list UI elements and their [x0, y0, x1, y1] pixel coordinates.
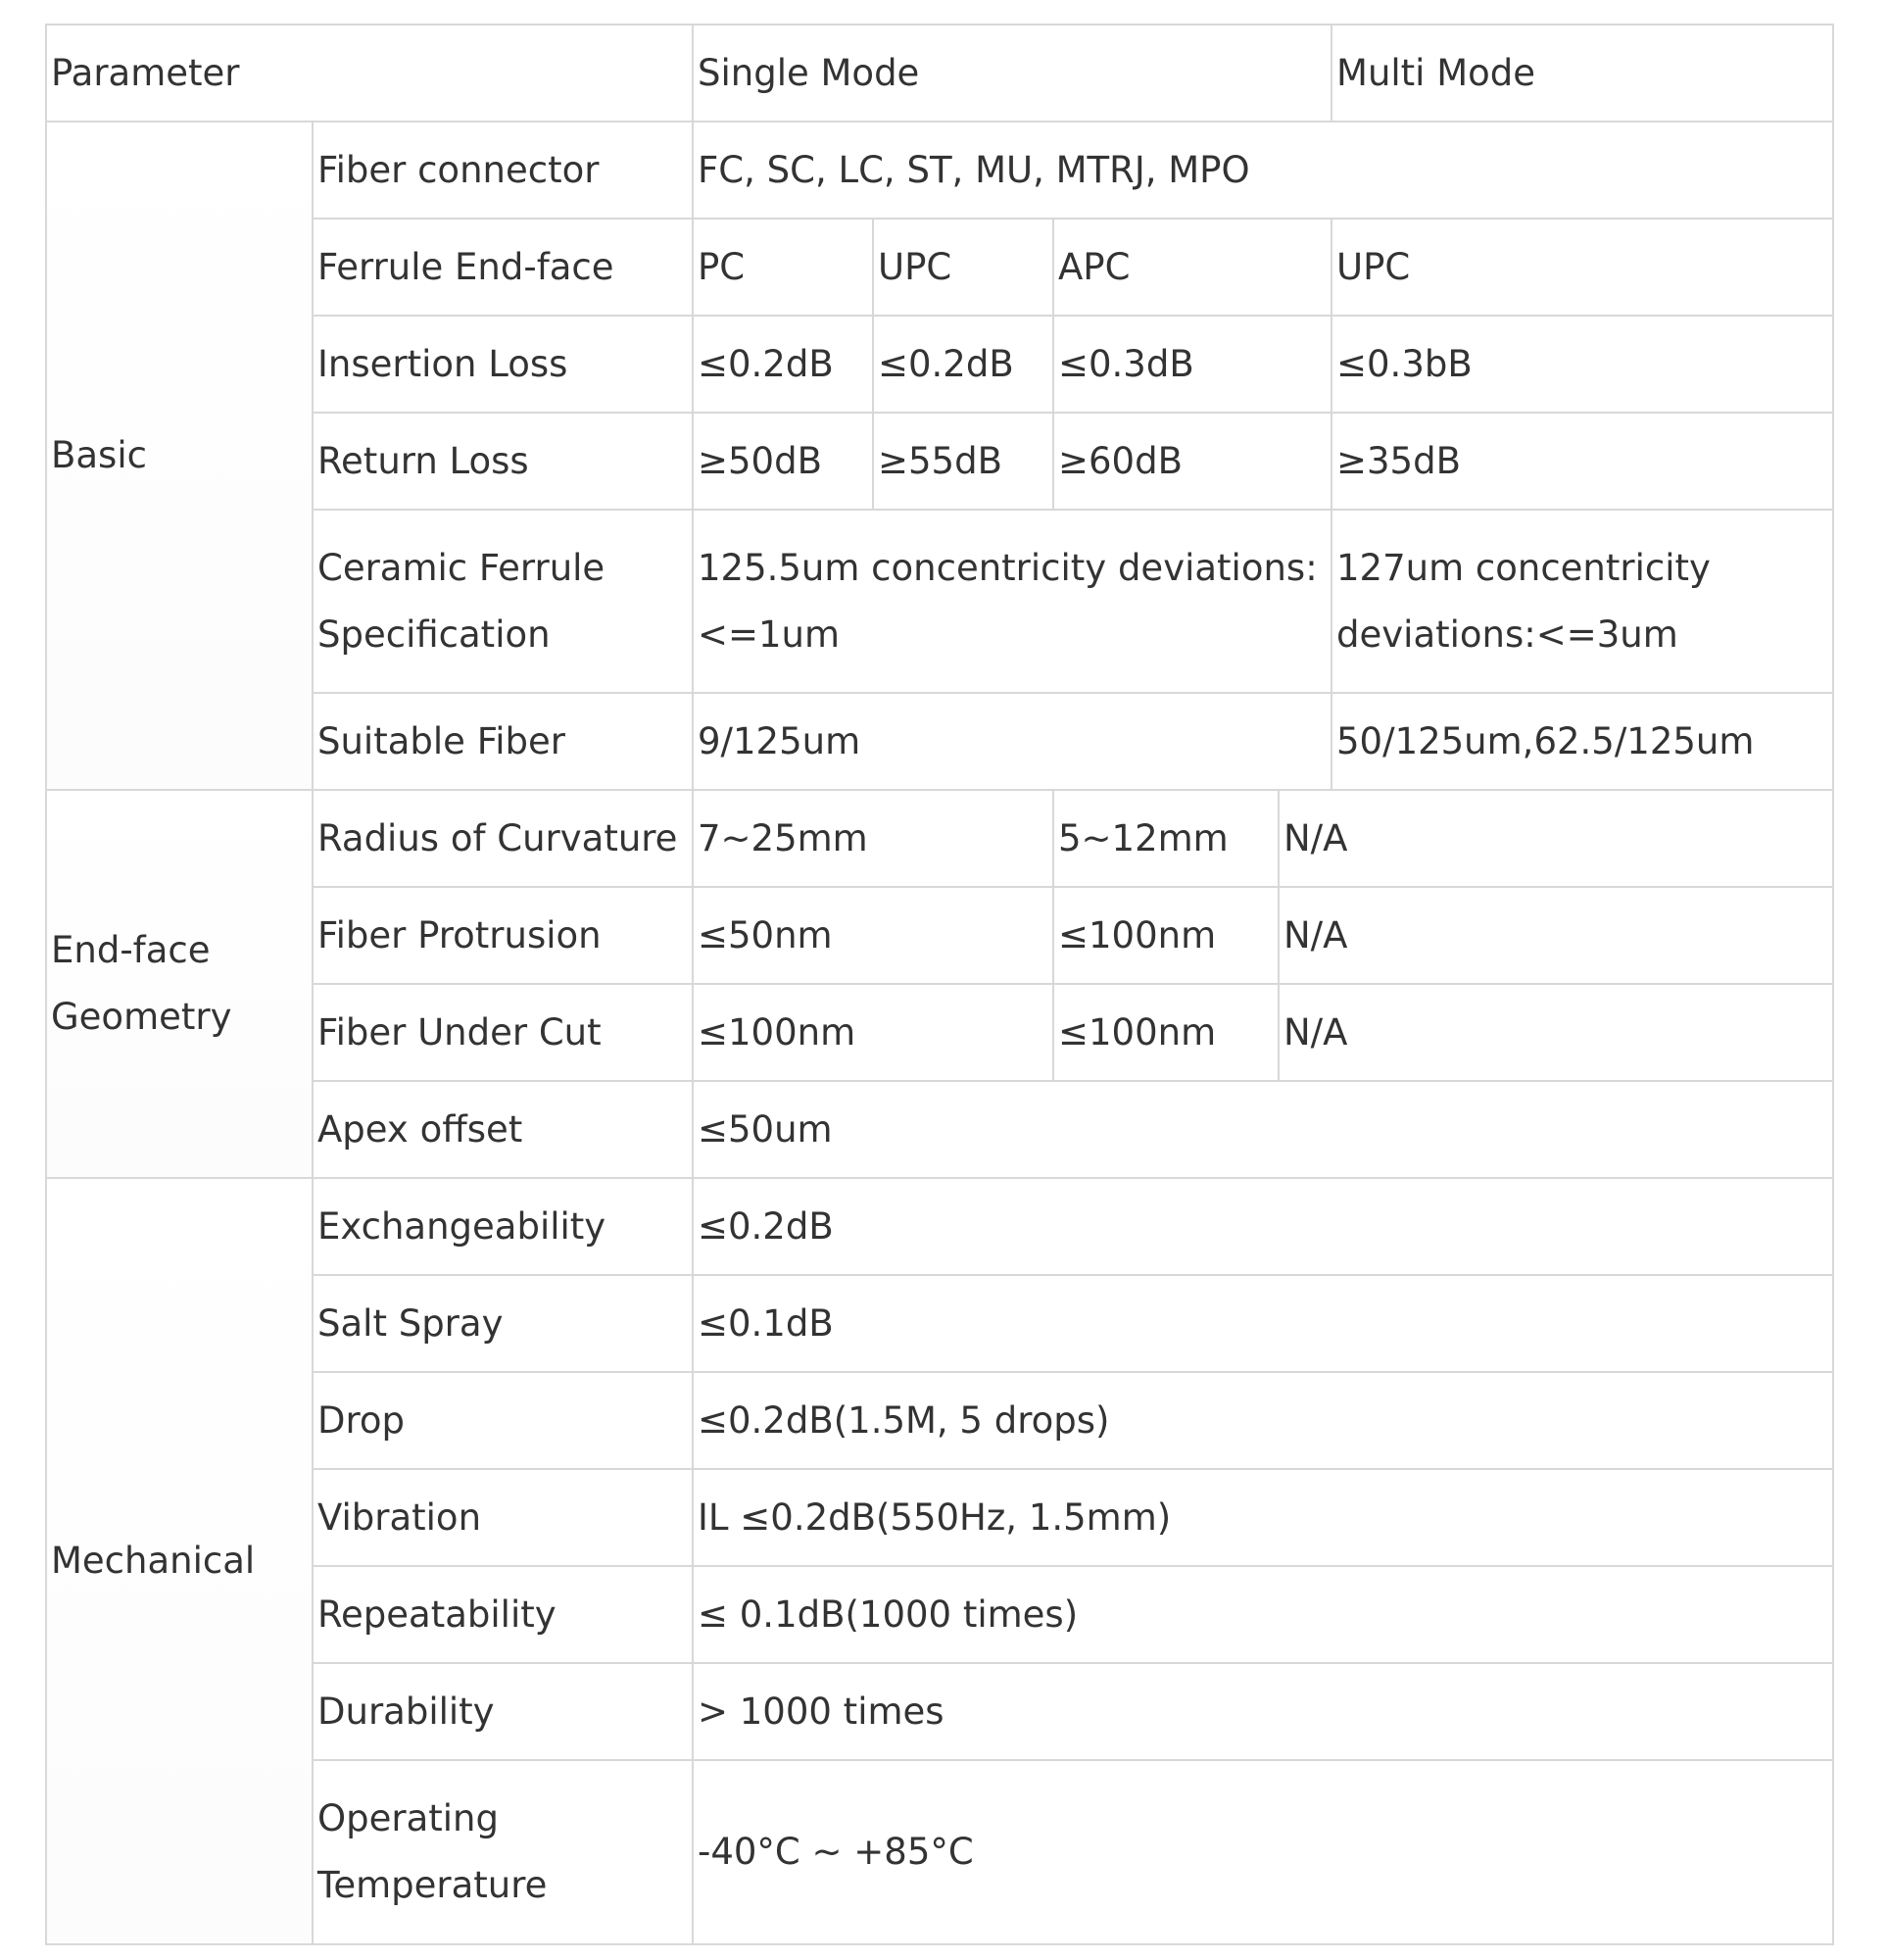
exchangeability-value: ≤0.2dB — [693, 1178, 1833, 1275]
ferrule-end-face-pc: PC — [693, 219, 873, 316]
row-label-fiber-under-cut: Fiber Under Cut — [313, 984, 693, 1081]
table-row — [46, 1372, 1833, 1469]
header-single-mode: Single Mode — [693, 24, 1331, 122]
row-label-repeatability: Repeatability — [313, 1566, 693, 1663]
row-label-return-loss: Return Loss — [313, 413, 693, 510]
ceramic-ferrule-multi-mode: 127um concentricity deviations:<=3um — [1331, 510, 1833, 693]
row-label-ferrule-end-face: Ferrule End-face — [313, 219, 693, 316]
header-row — [46, 24, 1833, 122]
row-label-apex-offset: Apex offset — [313, 1081, 693, 1178]
table-row — [46, 1760, 1833, 1944]
group-mechanical: Mechanical — [46, 1178, 313, 1944]
fiber-under-cut-value-c: N/A — [1279, 984, 1833, 1081]
row-label-vibration: Vibration — [313, 1469, 693, 1566]
table-row — [46, 510, 1833, 693]
group-basic: Basic — [46, 122, 313, 790]
return-loss-upc: ≥55dB — [873, 413, 1053, 510]
row-label-salt-spray: Salt Spray — [313, 1275, 693, 1372]
table-row — [46, 693, 1833, 790]
table-row — [46, 413, 1833, 510]
radius-of-curvature-value-b: 5~12mm — [1053, 790, 1279, 887]
row-label-drop: Drop — [313, 1372, 693, 1469]
ferrule-end-face-upc: UPC — [873, 219, 1053, 316]
row-label-ceramic-ferrule: Ceramic Ferrule Specification — [313, 510, 693, 693]
row-label-durability: Durability — [313, 1663, 693, 1760]
table-row — [46, 1178, 1833, 1275]
row-label-radius-of-curvature: Radius of Curvature — [313, 790, 693, 887]
return-loss-multi-mode: ≥35dB — [1331, 413, 1833, 510]
table-row — [46, 790, 1833, 887]
radius-of-curvature-value-c: N/A — [1279, 790, 1833, 887]
insertion-loss-apc: ≤0.3dB — [1053, 316, 1331, 413]
salt-spray-value: ≤0.1dB — [693, 1275, 1833, 1372]
table-row — [46, 316, 1833, 413]
suitable-fiber-multi-mode: 50/125um,62.5/125um — [1331, 693, 1833, 790]
header-parameter: Parameter — [46, 24, 693, 122]
fiber-protrusion-value-c: N/A — [1279, 887, 1833, 984]
row-label-fiber-connector: Fiber connector — [313, 122, 693, 219]
table-row — [46, 984, 1833, 1081]
table-row — [46, 1469, 1833, 1566]
row-label-fiber-protrusion: Fiber Protrusion — [313, 887, 693, 984]
table-row — [46, 122, 1833, 219]
ferrule-end-face-apc: APC — [1053, 219, 1331, 316]
fiber-connector-value: FC, SC, LC, ST, MU, MTRJ, MPO — [693, 122, 1833, 219]
radius-of-curvature-value-a: 7~25mm — [693, 790, 1053, 887]
return-loss-apc: ≥60dB — [1053, 413, 1331, 510]
table-row — [46, 1663, 1833, 1760]
insertion-loss-multi-mode: ≤0.3bB — [1331, 316, 1833, 413]
row-label-insertion-loss: Insertion Loss — [313, 316, 693, 413]
drop-value: ≤0.2dB(1.5M, 5 drops) — [693, 1372, 1833, 1469]
repeatability-value: ≤ 0.1dB(1000 times) — [693, 1566, 1833, 1663]
specification-table — [45, 24, 1834, 1945]
vibration-value: IL ≤0.2dB(550Hz, 1.5mm) — [693, 1469, 1833, 1566]
table-row — [46, 1081, 1833, 1178]
insertion-loss-upc: ≤0.2dB — [873, 316, 1053, 413]
ferrule-end-face-multi-mode: UPC — [1331, 219, 1833, 316]
fiber-protrusion-value-b: ≤100nm — [1053, 887, 1279, 984]
return-loss-pc: ≥50dB — [693, 413, 873, 510]
row-label-suitable-fiber: Suitable Fiber — [313, 693, 693, 790]
group-end-face-geometry: End-face Geometry — [46, 790, 313, 1178]
fiber-under-cut-value-b: ≤100nm — [1053, 984, 1279, 1081]
table-row — [46, 1275, 1833, 1372]
operating-temperature-value: -40°C ~ +85°C — [693, 1760, 1833, 1944]
table-row — [46, 219, 1833, 316]
durability-value: > 1000 times — [693, 1663, 1833, 1760]
fiber-protrusion-value-a: ≤50nm — [693, 887, 1053, 984]
header-multi-mode: Multi Mode — [1331, 24, 1833, 122]
table-row — [46, 1566, 1833, 1663]
fiber-under-cut-value-a: ≤100nm — [693, 984, 1053, 1081]
insertion-loss-pc: ≤0.2dB — [693, 316, 873, 413]
ceramic-ferrule-single-mode: 125.5um concentricity deviations: <=1um — [693, 510, 1331, 693]
row-label-operating-temperature: Operating Temperature — [313, 1760, 693, 1944]
row-label-exchangeability: Exchangeability — [313, 1178, 693, 1275]
apex-offset-value: ≤50um — [693, 1081, 1833, 1178]
table-row — [46, 887, 1833, 984]
suitable-fiber-single-mode: 9/125um — [693, 693, 1331, 790]
